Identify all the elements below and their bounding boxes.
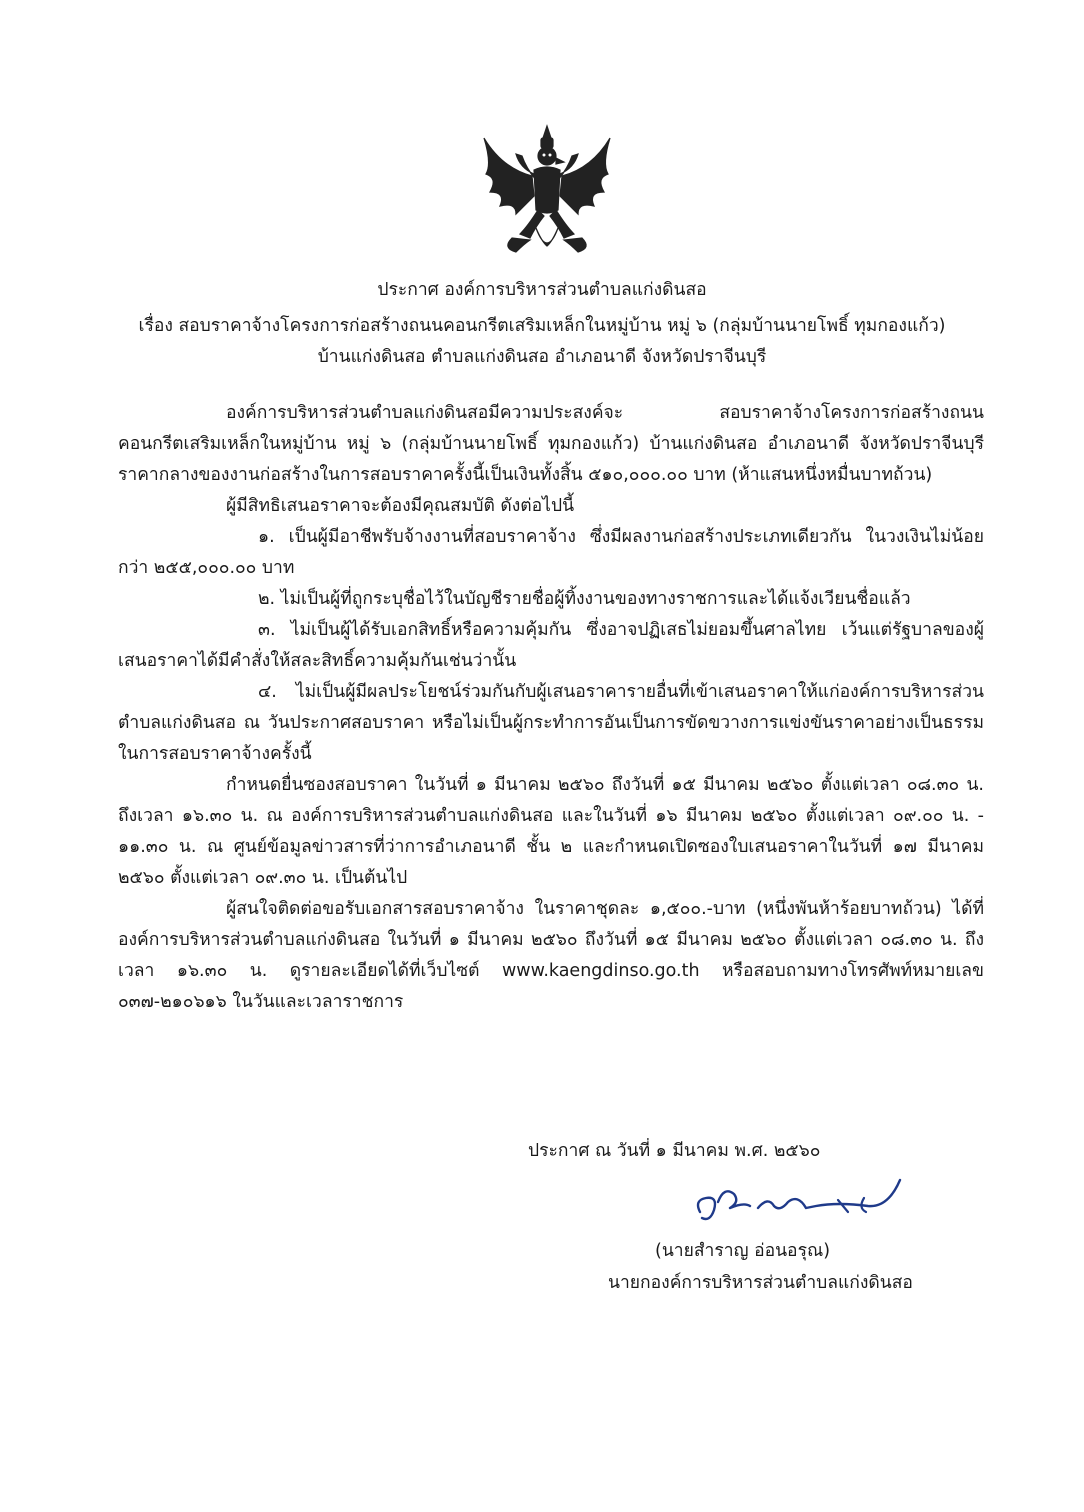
qualification-item-4: ๔. ไม่เป็นผู้มีผลประโยชน์ร่วมกันกับผู้เสนอราคารายอื่นที่เข้าเสนอราคาให้แก่องค์การบริหารส่วนตำบลแก่งดินสอ ณ วันประกาศสอบราคา หรือไม่เป็นผู้กระทำการอันเป็นการขัดขวางการแข่งขันราคาอย่างเป็นธรรมในการสอบราคาจ้างครั้งนี้: [118, 682, 984, 764]
announcement-date: ประกาศ ณ วันที่ ๑ มีนาคม พ.ศ. ๒๕๖๐: [528, 1141, 821, 1161]
announcement-title: ประกาศ องค์การบริหารส่วนตำบลแก่งดินสอ: [377, 280, 707, 300]
announcement-subject: เรื่อง สอบราคาจ้างโครงการก่อสร้างถนนคอนกรีตเสริมเหล็กในหมู่บ้าน หมู่ ๖ (กลุ่มบ้านนายโพธิ์ ทุมกองแก้ว): [138, 316, 946, 336]
schedule-paragraph: กำหนดยื่นซองสอบราคา ในวันที่ ๑ มีนาคม ๒๕๖๐ ถึงวันที่ ๑๕ มีนาคม ๒๕๖๐ ตั้งแต่เวลา ๐๘.๓๐ น. ถึงเวลา ๑๖.๓๐ น. ณ องค์การบริหารส่วนตำบลแก่งดินสอ และในวันที่ ๑๖ มีนาคม ๒๕๖๐ ตั้งแต่เวลา ๐๙.๐๐ น. - ๑๑.๓๐ น. ณ ศูนย์ข้อมูลข่าวสารที่ว่าการอำเภอนาดี ชั้น ๒ และกำหนดเปิดซองใบเสนอราคาในวันที่ ๑๗ มีนาคม ๒๕๖๐ ตั้งแต่เวลา ๐๙.๓๐ น. เป็นต้นไป: [118, 775, 984, 888]
qualification-item-1: ๑. เป็นผู้มีอาชีพรับจ้างงานที่สอบราคาจ้าง ซึ่งมีผลงานก่อสร้างประเภทเดียวกัน ในวงเงินไม่น้อยกว่า ๒๕๕,๐๐๐.๐๐ บาท: [118, 527, 984, 578]
announcement-body: [118, 398, 984, 1018]
qualification-item-3: ๓. ไม่เป็นผู้ได้รับเอกสิทธิ์หรือความคุ้มกัน ซึ่งอาจปฏิเสธไม่ยอมขึ้นศาลไทย เว้นแต่รัฐบาลของผู้เสนอราคาได้มีคำสั่งให้สละสิทธิ์ความคุ้มกันเช่นว่านั้น: [118, 620, 984, 671]
signatory-name: (นายสำราญ อ่อนอรุณ): [655, 1241, 831, 1261]
signature-icon: [688, 1172, 918, 1242]
qualification-item-2: ๒. ไม่เป็นผู้ที่ถูกระบุชื่อไว้ในบัญชีรายชื่อผู้ทิ้งงานของทางราชการและได้แจ้งเวียนชื่อแล้ว: [258, 589, 911, 609]
contact-paragraph: ผู้สนใจติดต่อขอรับเอกสารสอบราคาจ้าง ในราคาชุดละ ๑,๕๐๐.-บาท (หนึ่งพันห้าร้อยบาทถ้วน) ได้ที่องค์การบริหารส่วนตำบลแก่งดินสอ ในวันที่ ๑ มีนาคม ๒๕๖๐ ถึงวันที่ ๑๕ มีนาคม ๒๕๖๐ ตั้งแต่เวลา ๐๘.๓๐ น. ถึงเวลา ๑๖.๓๐ น. ดูรายละเอียดได้ที่เว็บไซต์ www.kaengdinso.go.th หรือสอบถามทางโทรศัพท์หมายเลข ๐๓๗-๒๑๐๖๑๖ ในวันและเวลาราชการ: [118, 899, 984, 1012]
signatory-position: นายกองค์การบริหารส่วนตำบลแก่งดินสอ: [608, 1273, 913, 1293]
qualification-title: ผู้มีสิทธิเสนอราคาจะต้องมีคุณสมบัติ ดังต่อไปนี้: [226, 496, 575, 516]
intro-paragraph: องค์การบริหารส่วนตำบลแก่งดินสอมีความประสงค์จะ สอบราคาจ้างโครงการก่อสร้างถนนคอนกรีตเสริมเหล็กในหมู่บ้าน หมู่ ๖ (กลุ่มบ้านนายโพธิ์ ทุมกองแก้ว) บ้านแก่งดินสอ อำเภอนาดี จังหวัดปราจีนบุรี ราคากลางของงานก่อสร้างในการสอบราคาครั้งนี้เป็นเงินทั้งสิ้น ๕๑๐,๐๐๐.๐๐ บาท (ห้าแสนหนึ่งหมื่นบาทถ้วน): [118, 403, 984, 485]
announcement-location: บ้านแก่งดินสอ ตำบลแก่งดินสอ อำเภอนาดี จังหวัดปราจีนบุรี: [317, 347, 767, 367]
garuda-emblem-icon: [472, 118, 622, 268]
